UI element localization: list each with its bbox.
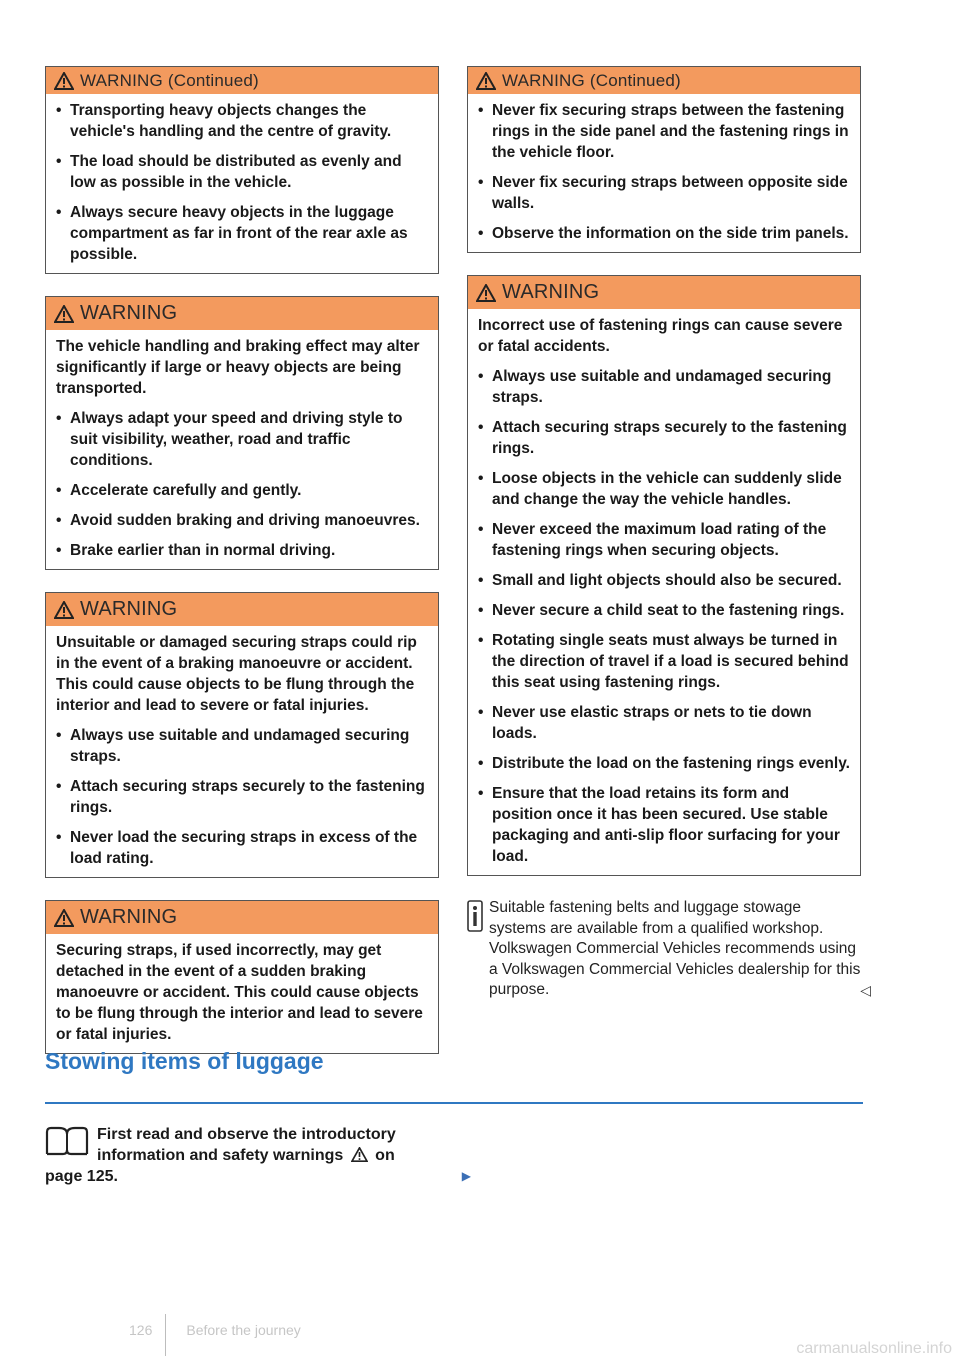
warning-heading: WARNING [502,281,600,303]
bullet-dot: • [56,512,62,529]
bullet-dot: • [56,778,62,795]
warning-bullet-item [56,510,428,531]
warning-bullet-item [56,480,428,501]
warning-triangle-icon [54,305,74,323]
warning-bullet-item [478,468,850,510]
warning-paragraph: The vehicle handling and braking effect may alter significantly if large or heavy objects are being transported. [56,338,420,397]
warning-paragraph: Unsuitable or damaged securing straps could rip in the event of a braking manoeuvre or accident. This could cause objects to be flung through the interior and lead to severe or fatal injuries. [56,634,417,714]
intro-on: on [375,1147,395,1164]
warning-paragraph: Incorrect use of fastening rings can cause severe or fatal accidents. [478,317,843,355]
warning-heading: WARNING [80,302,178,324]
warning-header [46,297,438,330]
bullet-dot: • [478,102,484,119]
page-number: 126 [129,1322,153,1338]
warning-bullet-item [478,366,850,408]
warning-bullet-item [478,519,850,561]
bullet-dot: • [56,829,62,846]
bullet-text: Loose objects in the vehicle can suddenly slide and change the way the vehicle handles. [492,470,842,508]
warning-heading: WARNING [80,598,178,620]
end-marker-icon: ◁ [860,982,871,998]
bullet-text: Never fix securing straps between opposite side walls. [492,174,848,212]
warning-triangle-icon [54,909,74,927]
bullet-dot: • [56,153,62,170]
warning-bullet-item [478,783,850,867]
bullet-text: Always use suitable and undamaged securing straps. [70,727,410,765]
warning-triangle-icon [54,72,74,90]
bullet-dot: • [56,482,62,499]
bullet-dot: • [56,204,62,221]
bullet-dot: • [478,785,484,802]
bullet-text: Never secure a child seat to the fastening rings. [492,602,845,619]
info-icon [467,900,483,932]
warning-box [45,66,439,274]
info-note [467,898,871,1001]
warning-bullet-item [478,630,850,693]
bullet-dot: • [56,102,62,119]
warning-bullet-item [56,151,428,193]
warning-bullet-item [56,540,428,561]
bullet-dot: • [478,704,484,721]
bullet-text: Attach securing straps securely to the fastening rings. [492,419,847,457]
bullet-dot: • [56,727,62,744]
page-footer [129,1322,301,1338]
bullet-text: Distribute the load on the fastening rings evenly. [492,755,850,772]
warning-bullet-item [56,827,428,869]
warning-bullet-item [478,223,850,244]
chapter-title: Before the journey [186,1322,301,1338]
warning-header [468,67,860,94]
warning-header [468,276,860,309]
bullet-dot: • [478,174,484,191]
book-icon [45,1124,89,1158]
bullet-text: The load should be distributed as evenly and low as possible in the vehicle. [70,153,402,191]
section-title: Stowing items of luggage [45,1048,324,1074]
bullet-text: Never load the securing straps in excess of the load rating. [70,829,418,867]
bullet-text: Brake earlier than in normal driving. [70,542,336,559]
watermark: carmanualsonline.info [796,1340,952,1357]
bullet-dot: • [478,572,484,589]
warning-bullet-item [56,776,428,818]
bullet-dot: • [478,419,484,436]
bullet-text: Ensure that the load retains its form and position once it has been secured. Use stable packaging and anti-slip floor surfacing for your load. [492,785,840,865]
warning-bullet-item [478,753,850,774]
bullet-text: Never exceed the maximum load rating of the fastening rings when securing objects. [492,521,827,559]
bullet-dot: • [478,470,484,487]
info-text: Suitable fastening belts and luggage stowage systems are available from a qualified workshop. Volkswagen Commercial Vehicles recommends using a Volkswagen Commercial Vehicles dealership for this purpose. [489,899,861,998]
bullet-dot: • [478,521,484,538]
warning-bullet-item [478,570,850,591]
bullet-text: Small and light objects should also be secured. [492,572,842,589]
warning-bullet-item [478,172,850,214]
warning-paragraph: Securing straps, if used incorrectly, may get detached in the event of a sudden braking manoeuvre or accident. This could cause objects to be flung through the interior and lead to severe or fatal injuries. [56,942,423,1043]
continue-arrow-icon: ▶ [461,1169,471,1183]
warning-bullet-item [56,725,428,767]
warning-bullet-item [56,408,428,471]
section-divider [45,1102,863,1104]
left-column [45,66,439,1076]
warning-box [467,275,861,876]
warning-bullet-item [56,202,428,265]
bullet-text: Rotating single seats must always be turned in the direction of travel if a load is secured behind this seat using fastening rings. [492,632,849,691]
warning-heading: WARNING (Continued) [502,70,681,90]
warning-header [46,67,438,94]
warning-box [45,592,439,878]
right-column [467,66,871,1001]
bullet-text: Always secure heavy objects in the luggage compartment as far in front of the rear axle as possible. [70,204,408,263]
warning-bullet-item [478,702,850,744]
bullet-dot: • [478,755,484,772]
bullet-dot: • [478,368,484,385]
warning-triangle-icon [54,601,74,619]
warning-box [45,296,439,570]
bullet-text: Attach securing straps securely to the fastening rings. [70,778,425,816]
bullet-dot: • [478,632,484,649]
bullet-text: Transporting heavy objects changes the vehicle's handling and the centre of gravity. [70,102,392,140]
warning-header [46,593,438,626]
warning-triangle-icon [351,1147,368,1162]
bullet-dot: • [478,602,484,619]
footer-divider [165,1314,166,1356]
bullet-text: Accelerate carefully and gently. [70,482,302,499]
warning-box [467,66,861,253]
bullet-dot: • [478,225,484,242]
intro-block [45,1124,471,1187]
warning-bullet-item [56,100,428,142]
warning-header [46,901,438,934]
bullet-text: Never fix securing straps between the fastening rings in the side panel and the fastening rings in the vehicle floor. [492,102,849,161]
bullet-text: Avoid sudden braking and driving manoeuvres. [70,512,420,529]
warning-bullet-item [478,600,850,621]
bullet-dot: • [56,410,62,427]
warning-bullet-item [478,417,850,459]
intro-text: First read and observe the introductory information and safety warnings [97,1126,396,1164]
warning-heading: WARNING (Continued) [80,70,259,90]
bullet-text: Always adapt your speed and driving style to suit visibility, weather, road and traffic conditions. [70,410,403,469]
warning-bullet-item [478,100,850,163]
bullet-text: Always use suitable and undamaged securing straps. [492,368,832,406]
bullet-dot: • [56,542,62,559]
warning-heading: WARNING [80,906,178,928]
intro-page-ref[interactable]: page 125. [45,1168,118,1185]
bullet-text: Never use elastic straps or nets to tie down loads. [492,704,812,742]
warning-triangle-icon [476,72,496,90]
bullet-text: Observe the information on the side trim panels. [492,225,849,242]
warning-triangle-icon [476,284,496,302]
warning-box [45,900,439,1054]
